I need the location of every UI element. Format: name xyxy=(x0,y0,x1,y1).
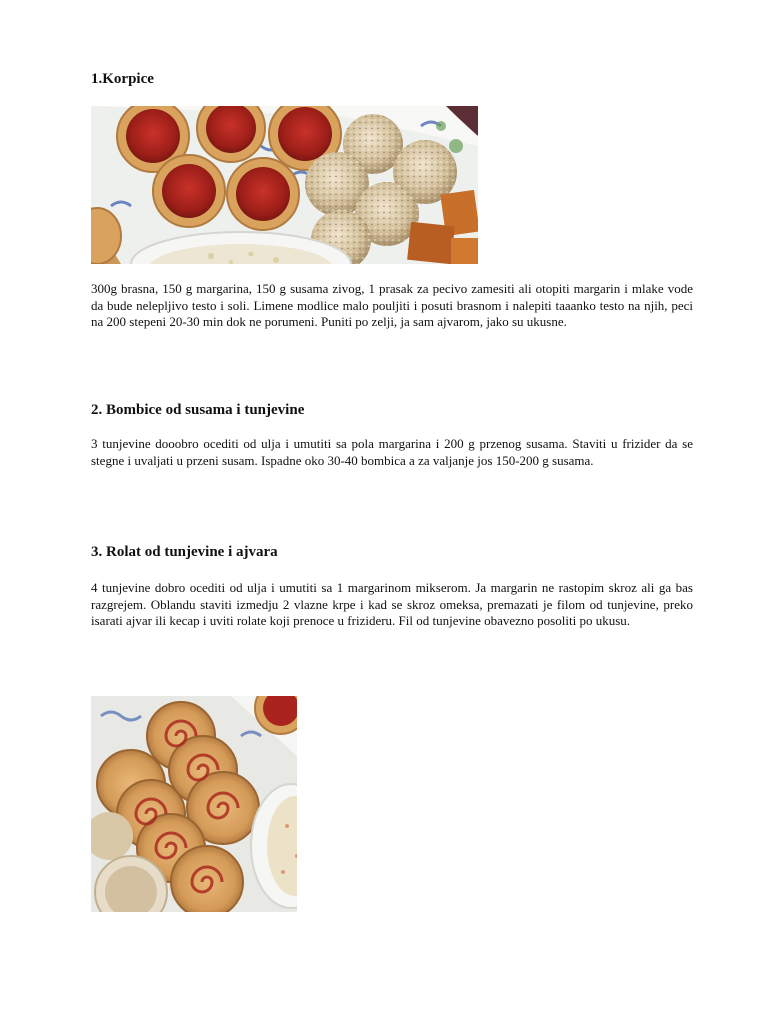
recipe-title-korpice: 1.Korpice xyxy=(91,71,154,87)
recipe-text-bombice: 3 tunjevine dooobro ocediti od ulja i umutiti sa pola margarina i 200 g przenog susama. Staviti u frizider da se stegne i uvaljati u przeni susam. Ispadne oko 30-40 bombica a za valjanje jos 150-200 g susama. xyxy=(91,436,693,468)
rolat-photo xyxy=(91,696,297,912)
korpice-photo xyxy=(91,106,478,264)
recipe-text-rolat: 4 tunjevine dobro ocediti od ulja i umutiti sa 1 margarinom mikserom. Ja margarin ne rastopim skroz ali ga bas razgrejem. Oblandu staviti izmedju 2 vlazne krpe i kad se skroz omeksa, premazati je filom od tunjevine, preko isarati ajvar ili kecap i uviti rolate koji prenoce u frizideru. Fil od tunjevine obavezno posoliti po ukusu. xyxy=(91,580,693,629)
recipe-title-rolat: 3. Rolat od tunjevine i ajvara xyxy=(91,544,278,560)
recipe-title-bombice: 2. Bombice od susama i tunjevine xyxy=(91,402,305,418)
recipe-text-korpice: 300g brasna, 150 g margarina, 150 g susama zivog, 1 prasak za pecivo zamesiti ali otopiti margarin i mlake vode da bude nelepljivo testo i soli. Limene modlice malo pouljiti i posuti brasnom i nalepiti taaanko testo na njih, peci na 200 stepeni 20-30 min dok ne porumeni. Puniti po zelji, ja sam ajvarom, jako su ukusne. xyxy=(91,281,693,330)
